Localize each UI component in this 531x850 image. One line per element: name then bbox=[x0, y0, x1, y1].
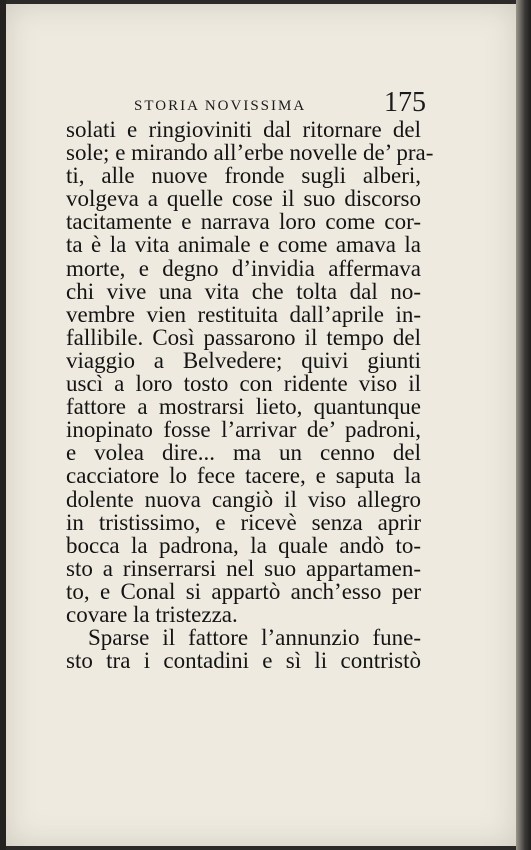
scan-right-edge bbox=[516, 0, 531, 850]
text-line: volgeva a quelle cose il suo discorso bbox=[66, 186, 421, 212]
text-line: chi vive una vita che tolta dal no- bbox=[66, 278, 421, 304]
text-line: viaggio a Belvedere; quivi giunti bbox=[66, 347, 421, 373]
text-line: Sparse il fattore l’annunzio fune- bbox=[88, 625, 421, 651]
text-line: solati e ringioviniti dal ritornare del bbox=[66, 117, 421, 142]
book-page bbox=[6, 4, 516, 846]
text-line: sole; e mirando all’erbe novelle de’ pra- bbox=[66, 140, 434, 166]
text-line: bocca la padrona, la quale andò to- bbox=[66, 532, 421, 558]
text-line: to, e Conal si appartò anch’esso per bbox=[66, 578, 421, 604]
text-line: covare la tristezza. bbox=[66, 601, 238, 627]
text-line: tacitamente e narrava loro come cor- bbox=[66, 209, 421, 235]
text-line: e volea dire... ma un cenno del bbox=[66, 440, 421, 466]
text-line: vembre vien restituita dall’aprile in- bbox=[66, 301, 421, 327]
text-line: cacciatore lo fece tacere, e saputa la bbox=[66, 463, 421, 489]
text-line: ti, alle nuove fronde sugli alberi, bbox=[66, 163, 421, 189]
text-line: fattore a mostrarsi lieto, quantunque bbox=[66, 394, 421, 420]
text-line: ta è la vita animale e come amava la bbox=[66, 232, 421, 258]
text-line: sto tra i contadini e sì li contristò bbox=[66, 648, 421, 674]
text-line: sto a rinserrarsi nel suo appartamen- bbox=[66, 555, 421, 581]
page-number: 175 bbox=[384, 87, 426, 118]
text-line: dolente nuova cangiò il viso allegro bbox=[66, 486, 421, 512]
running-head: STORIA NOVISSIMA bbox=[134, 98, 307, 114]
text-line: inopinato fosse l’arrivar de’ padroni, bbox=[66, 417, 421, 443]
text-line: morte, e degno d’invidia affermava bbox=[66, 255, 421, 281]
text-line: uscì a loro tosto con ridente viso il bbox=[66, 371, 421, 397]
text-line: fallibile. Così passarono il tempo del bbox=[66, 324, 421, 350]
body-text bbox=[66, 117, 434, 674]
text-line: in tristissimo, e ricevè senza aprir bbox=[66, 509, 421, 535]
